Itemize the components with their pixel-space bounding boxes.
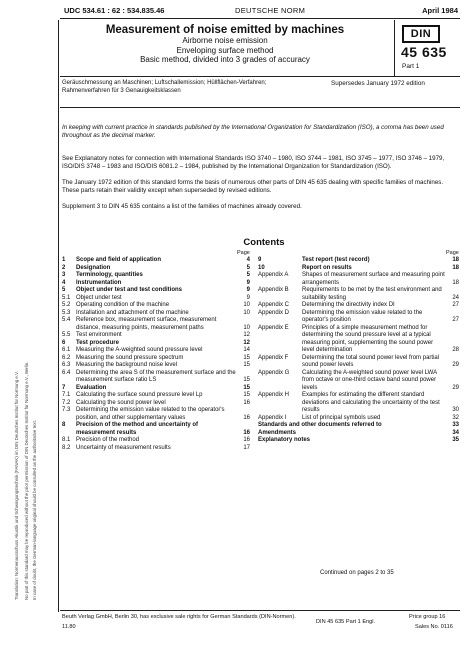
page-column-label-right: Page xyxy=(446,250,459,256)
contents-entry-title: Precision of the method and uncertainty of measurement results xyxy=(76,422,199,436)
contents-entry-page: 17 xyxy=(243,444,250,451)
contents-entry-number: 6.3 xyxy=(62,362,71,368)
contents-entry-number: 3 xyxy=(62,272,66,278)
contents-entry-page: 10 xyxy=(243,324,250,331)
contents-entry xyxy=(62,407,250,422)
footer-rule xyxy=(60,610,460,611)
contents-entry-page: 15 xyxy=(243,392,250,398)
contents-entry-number: 6 xyxy=(62,339,66,346)
contents-entry-title: Amendments xyxy=(258,429,297,436)
standard-type: DEUTSCHE NORM xyxy=(235,6,306,15)
contents-entry xyxy=(62,355,250,363)
contents-entry xyxy=(62,302,250,310)
contents-entry-page: 12 xyxy=(243,339,250,346)
contents-entry-number: 4 xyxy=(62,279,66,286)
contents-entry-page: 5 xyxy=(246,272,250,278)
title-rule xyxy=(60,76,460,77)
contents-entry-title: Determining the emission value related to the operator's position, and other supplementary values xyxy=(76,407,225,421)
contents-entry-title: Terminology, quantities xyxy=(76,272,143,278)
contents-entry-page: 16 xyxy=(243,414,250,421)
contents-entry-title: Designation xyxy=(76,264,111,271)
contents-entry-number: 10 xyxy=(258,264,265,271)
contents-entry-page: 35 xyxy=(452,437,459,443)
contents-entry-title: Test environment xyxy=(76,332,122,338)
contents-entry xyxy=(258,265,459,273)
contents-entry xyxy=(62,437,250,445)
contents-entry-page: 33 xyxy=(452,422,459,428)
contents-entry-page: 9 xyxy=(246,279,250,286)
contents-entry-number: Appendix A xyxy=(258,272,289,278)
contents-entry-title: Installation and attachment of the machine xyxy=(76,309,189,316)
contents-left-column xyxy=(62,257,250,452)
contents-entry-number: 6.1 xyxy=(62,347,71,353)
contents-entry-page: 27 xyxy=(452,317,459,323)
contents-entry xyxy=(62,347,250,355)
contents-entry-title: Calculating the sound power level xyxy=(76,399,166,406)
left-margin-line xyxy=(58,20,59,612)
contents-entry-number: 6.2 xyxy=(62,354,71,361)
contents-entry-number: Appendix H xyxy=(258,392,290,398)
contents-entry-title: Determining the total sound power level from partial sound power levels xyxy=(302,354,440,368)
contents-entry-number: 5.1 xyxy=(62,294,71,301)
contents-entry xyxy=(258,310,459,325)
contents-entry-page: 9 xyxy=(246,294,250,301)
subtitle-line-1: Airborne noise emission xyxy=(182,36,268,45)
intro-paragraph-3: Supplement 3 to DIN 45 635 contains a list of the families of machines already covered. xyxy=(62,203,302,210)
contents-entry xyxy=(258,392,459,415)
contents-entry-title: Precision of the method xyxy=(76,437,140,443)
contents-entry-page: 10 xyxy=(243,309,250,316)
contents-entry xyxy=(62,340,250,348)
contents-entry-page: 4 xyxy=(246,257,250,263)
contents-entry xyxy=(62,362,250,370)
contents-entry xyxy=(258,415,459,423)
contents-entry-page: 15 xyxy=(243,384,250,391)
contents-entry xyxy=(62,385,250,393)
contents-entry xyxy=(62,287,250,295)
subtitle-line-3: Basic method, divided into 3 grades of accuracy xyxy=(140,55,310,65)
contents-entry xyxy=(258,430,459,438)
contents-entry-title: Shapes of measurement surface and measuring point arrangements xyxy=(302,272,445,286)
contents-entry-title: Scope and field of application xyxy=(76,257,162,263)
contents-entry-number: 8.1 xyxy=(62,437,71,443)
contents-entry xyxy=(62,265,250,273)
contents-entry xyxy=(258,325,459,355)
margin-note-translation: Translation: Normenausschuss Akustik und Schwingungstechnik (FANAK) im DIN Deutsches Institut für Normung e.V. xyxy=(14,371,19,600)
contents-heading: Contents xyxy=(243,237,285,248)
contents-entry-title: Operating condition of the machine xyxy=(76,302,170,308)
contents-entry xyxy=(62,310,250,318)
supersedes-note: Supersedes January 1972 edition xyxy=(331,80,425,87)
contents-entry-title: Test procedure xyxy=(76,339,119,346)
contents-entry-number: 1 xyxy=(62,257,66,263)
contents-entry-title: Explanatory notes xyxy=(258,437,311,443)
intro-paragraph-2: The January 1972 edition of this standard forms the basis of numerous other parts of DIN 45 635 dealing with specific families of machines. These parts retain their validity except when superseded by revised editions. xyxy=(62,179,444,194)
contents-entry-page: 29 xyxy=(452,362,459,368)
contents-entry-number: 5 xyxy=(62,287,66,293)
page-column-label-left: Page xyxy=(237,250,250,256)
contents-entry-page: 15 xyxy=(243,377,250,383)
contents-entry-page: 5 xyxy=(246,264,250,271)
contents-entry-page: 27 xyxy=(452,302,459,308)
contents-entry-title: Object under test and test conditions xyxy=(76,287,183,293)
contents-entry-number: 9 xyxy=(258,257,262,263)
decimal-marker-note: In keeping with current practice in standards published by the International Organization for Standardization (ISO), a comma has been used throughout as the decimal marker. xyxy=(62,124,444,139)
contents-entry xyxy=(258,370,459,393)
contents-entry-number: 7.1 xyxy=(62,392,71,398)
contents-entry-number: Appendix I xyxy=(258,414,287,421)
header-strip xyxy=(64,6,458,18)
contents-entry-title: Test report (test record) xyxy=(302,257,370,263)
contents-entry xyxy=(62,400,250,408)
din-number: 45 635 xyxy=(401,44,447,60)
udc-code: UDC 534.61 : 62 : 534.835.46 xyxy=(64,6,165,15)
standard-reference: DIN 45 635 Part 1 Engl. xyxy=(316,619,376,625)
contents-entry-page: 24 xyxy=(452,294,459,301)
edition-code: 11.80 xyxy=(62,624,76,630)
contents-entry-title: Requirements to be met by the test environment and suitability testing xyxy=(302,287,442,301)
contents-entry-title: Uncertainty of measurement results xyxy=(76,444,171,451)
contents-entry-page: 18 xyxy=(452,279,459,286)
contents-entry-page: 28 xyxy=(452,347,459,353)
contents-entry xyxy=(258,355,459,370)
contents-entry-title: Measuring the sound pressure spectrum xyxy=(76,354,184,361)
contents-entry-number: Appendix B xyxy=(258,287,289,293)
contents-entry-page: 18 xyxy=(452,264,459,271)
contents-entry-number: Appendix D xyxy=(258,309,290,316)
document-title: Measurement of noise emitted by machines xyxy=(105,24,345,36)
contents-entry xyxy=(62,295,250,303)
contents-entry xyxy=(62,332,250,340)
contents-entry-page: 18 xyxy=(452,257,459,263)
contents-entry xyxy=(258,302,459,310)
contents-right-column xyxy=(258,257,459,445)
contents-entry-page: 16 xyxy=(243,437,250,443)
header-rule xyxy=(60,18,460,19)
contents-entry-page: 15 xyxy=(243,354,250,361)
contents-entry-title: Object under test xyxy=(76,294,122,301)
publisher-note: Beuth Verlag GmbH, Berlin 30, has exclusive sale rights for German Standards (DIN-Normen). xyxy=(62,614,296,620)
contents-entry xyxy=(62,370,250,385)
contents-entry-page: 14 xyxy=(243,347,250,353)
contents-entry-title: Calculating the surface sound pressure level Lp xyxy=(76,392,203,398)
contents-entry-page: 16 xyxy=(243,399,250,406)
margin-note-reproduction: No part of this standard may be reproduced without the prior permission of DIN Deutsches Institut für Normung e.V., Berlin. xyxy=(24,361,29,600)
contents-entry-title: Reference box, measurement surface, measurement distance, measuring points, measurement paths xyxy=(76,317,217,331)
title-block xyxy=(60,20,390,76)
contents-entry-number: 8.2 xyxy=(62,444,71,451)
contents-entry-title: List of principal symbols used xyxy=(302,414,381,421)
contents-entry-page: 32 xyxy=(452,414,459,421)
contents-entry-number: 8 xyxy=(62,422,66,428)
contents-entry-page: 16 xyxy=(243,429,250,436)
contents-entry xyxy=(62,280,250,288)
contents-entry-title: Measuring the background noise level xyxy=(76,362,178,368)
contents-entry-page: 30 xyxy=(452,407,459,413)
contents-entry-page: 29 xyxy=(452,384,459,391)
contents-entry-page: 9 xyxy=(246,287,250,293)
din-logo: DIN xyxy=(402,25,440,43)
contents-entry xyxy=(62,272,250,280)
din-part: Part 1 xyxy=(402,63,420,70)
issue-date: April 1984 xyxy=(422,6,458,15)
sales-number: Sales No. 0116 xyxy=(415,624,453,630)
contents-entry xyxy=(258,257,459,265)
contents-entry-title: Instrumentation xyxy=(76,279,122,286)
contents-entry xyxy=(62,422,250,437)
continued-note: Continued on pages 2 to 35 xyxy=(320,570,394,576)
contents-entry xyxy=(62,392,250,400)
contents-entry-number: 7.2 xyxy=(62,399,71,406)
contents-entry xyxy=(258,437,459,445)
contents-entry-number: 7.3 xyxy=(62,407,71,413)
contents-entry-page: 15 xyxy=(243,362,250,368)
german-title-rule xyxy=(60,107,460,108)
din-number-box xyxy=(394,20,459,76)
contents-entry-title: Determining the emission value related to the operator's position xyxy=(302,309,423,323)
contents-entry-number: Appendix C xyxy=(258,302,290,308)
contents-entry xyxy=(62,257,250,265)
contents-entry xyxy=(258,422,459,430)
contents-entry-number: 5.3 xyxy=(62,309,71,316)
contents-entry-title: Determining the area S of the measurement surface and the measurement surface ratio LS xyxy=(76,369,236,383)
contents-entry-title: Determining the directivity index DI xyxy=(302,302,395,308)
contents-entry-number: 5.5 xyxy=(62,332,71,338)
contents-entry-number: 6.4 xyxy=(62,369,71,376)
contents-entry-page: 10 xyxy=(243,302,250,308)
contents-entry-title: Principles of a simple measurement method for determining the sound pressure level at a typical measuring point, supplementing the sound power level determination xyxy=(302,324,434,353)
contents-entry-page: 12 xyxy=(243,332,250,338)
contents-entry-title: Report on results xyxy=(302,264,352,271)
contents-entry-title: Examples for estimating the different standard deviations and calculating the uncertainty of the test results xyxy=(302,392,440,413)
intro-paragraph-1: See Explanatory notes for connection with International Standards ISO 3740 – 1980, ISO 3744 – 1981, ISO 3745 – 1977, ISO 3746 – 1979, ISO/DIS 3748 – 1983 and ISO/DIS 6081.2 – 1984, published by the International Organization for Standardization (ISO). xyxy=(62,155,445,170)
german-title: Geräuschmessung an Maschinen; Luftschallemission; Hüllflächen-Verfahren; Rahmenverfahren für 3 Genauigkeitsklassen xyxy=(62,80,267,94)
contents-entry-title: Measuring the A-weighted sound pressure level xyxy=(76,347,203,353)
contents-entry-number: Appendix G xyxy=(258,369,290,376)
contents-entry-number: Appendix E xyxy=(258,324,289,331)
margin-note-doubt: In case of doubt, the German-language original should be consulted as the authoritative text. xyxy=(32,420,37,600)
contents-entry-number: 5.4 xyxy=(62,317,71,323)
contents-entry-title: Evaluation xyxy=(76,384,107,391)
contents-entry-number: 5.2 xyxy=(62,302,71,308)
contents-entry-number: 7 xyxy=(62,384,66,391)
contents-entry xyxy=(62,317,250,332)
contents-entry xyxy=(62,445,250,453)
contents-entry-number: 2 xyxy=(62,264,66,271)
subtitle-line-2: Enveloping surface method xyxy=(176,45,274,55)
contents-entry-page: 34 xyxy=(452,429,459,436)
contents-entry-title: Calculating the A-weighted sound power level LWA from octave or one-third octave band sound power levels xyxy=(302,369,437,391)
contents-entry xyxy=(258,287,459,302)
contents-entry xyxy=(258,272,459,287)
contents-entry-title: Standards and other documents referred to xyxy=(258,422,382,428)
contents-entry-number: Appendix F xyxy=(258,354,289,361)
price-group: Price group 16 xyxy=(409,614,446,620)
